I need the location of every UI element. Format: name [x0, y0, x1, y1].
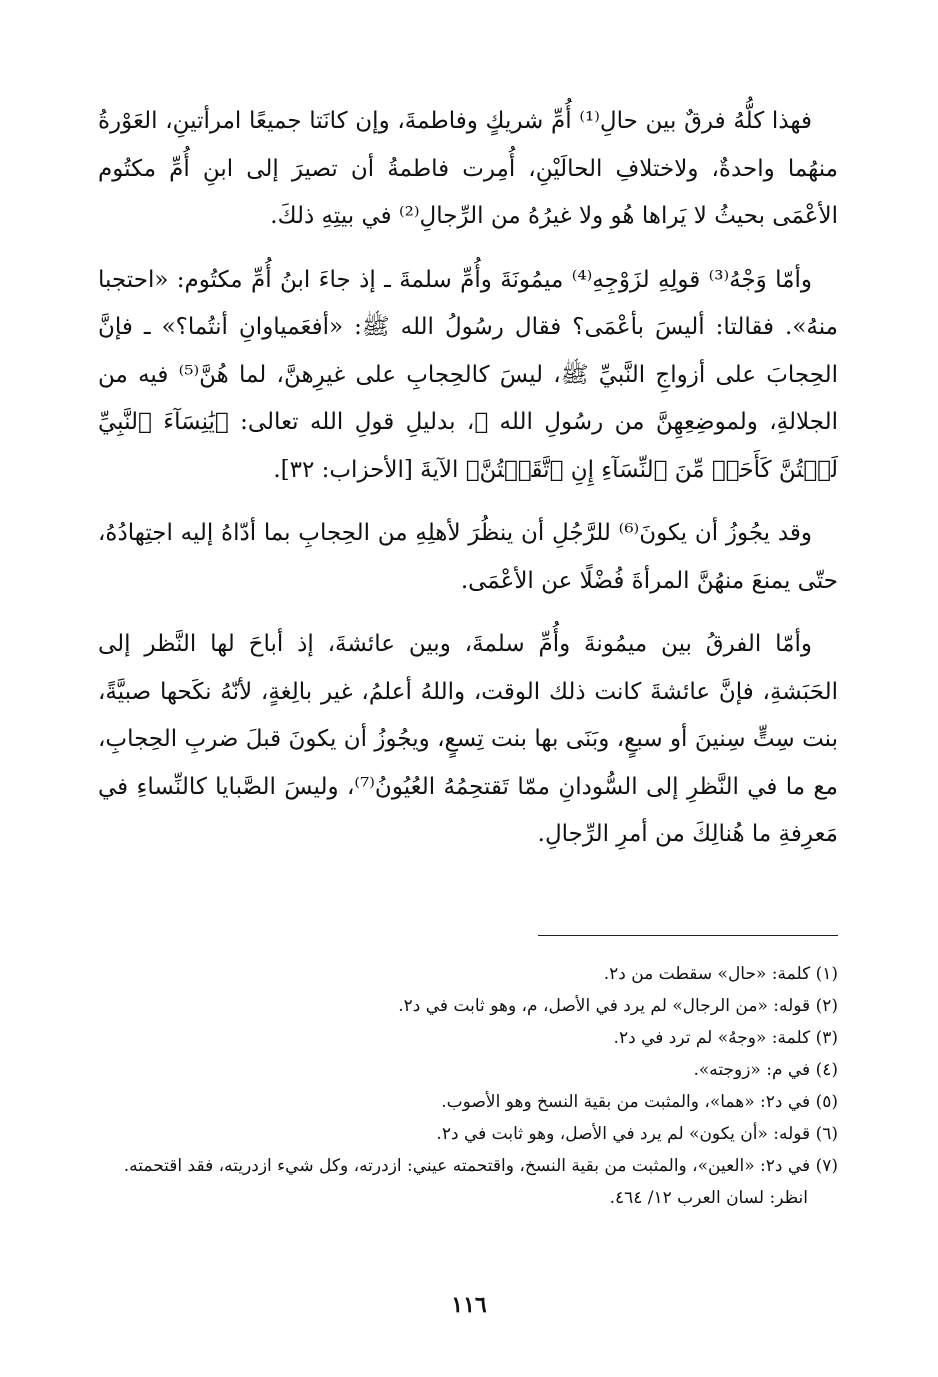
footnote-separator — [538, 935, 838, 936]
footnote-2: (٢) قوله: «من الرجال» لم يرد في الأصل، م، وهو ثابت في د٢. — [398, 996, 838, 1016]
footnote-5: (٥) في د٢: «هما»، والمثبت من بقية النسخ وهو الأصوب. — [441, 1092, 838, 1112]
footnote-3: (٣) كلمة: «وجهُ» لم ترد في د٢. — [613, 1028, 838, 1048]
footnote-4: (٤) في م: «زوجته». — [693, 1060, 838, 1080]
paragraph-4: وأمّا الفرقُ بين ميمُونةَ وأُمِّ سلمةَ، وبين عائشةَ، إذ أباحَ لها النَّظر إلى الحَبَشةِ، فإنَّ عائشةَ كانت ذلك الوقت، واللهُ أعلمُ، غير بالِغةٍ، لأنّهُ نكَحها صبيَّةً، بنت سِتٍّ سِنينَ أو سبعٍ، وبَنَى بها بنت تِسعٍ، ويجُوزُ أن يكونَ قبلَ ضربِ الحِجابِ، مع ما في النَّظرِ إلى السُّودانِ ممّا تَقتحِمُهُ العُيُونُ⁽⁷⁾، وليسَ الصَّبايا كالنِّساءِ في مَعرِفةِ ما هُنالِكَ من أمرِ الرِّجالِ. — [98, 631, 838, 847]
paragraph-3: وقد يجُوزُ أن يكونَ⁽⁶⁾ للرَّجُلِ أن ينظُرَ لأهلِهِ من الحِجابِ بما أدّاهُ إليه اجتِهادُهُ، حتّى يمنعَ منهُنَّ المرأةَ فُضْلًا عن الأعْمَى. — [98, 520, 838, 594]
paragraph-2: وأمّا وَجْهُ⁽³⁾ قولِهِ لزَوْجِهِ⁽⁴⁾ ميمُونَةَ وأُمِّ سلمةَ ـ إذ جاءَ ابنُ أُمِّ مكتُوم: «احتجبا منهُ». فقالتا: أليسَ بأعْمَى؟ فقال رسُولُ الله ﷺ: «أفعَمياوانِ أنتُما؟» ـ فإنَّ الحِجابَ على أزواجِ النَّبيِّ ﷺ، ليسَ كالحِجابِ على غيرِهنَّ، لما هُنَّ⁽⁵⁾ فيه من الجلالةِ، ولموضِعِهِنَّ من رسُولِ الله ﷺ، بدليلِ قولِ الله تعالى: ﴿يَٰنِسَآءَ ٱلنَّبِيِّ لَسۡتُنَّ كَأَحَدٖ مِّنَ ٱلنِّسَآءِ إِنِ ٱتَّقَيۡتُنَّ﴾ الآيةَ [الأحزاب: ٣٢]. — [98, 266, 838, 483]
page-number: ١١٦ — [451, 1292, 487, 1318]
footnotes — [98, 958, 838, 1214]
main-text — [98, 98, 838, 875]
footnote-7: (٧) في د٢: «العين»، والمثبت من بقية النسخ، واقتحمته عيني: ازدرته، وكل شيء ازدريته، فقد اقتحمته. انظر: لسان العرب ١٢/ ٤٦٤. — [123, 1156, 838, 1208]
paragraph-1: فهذا كلُّهُ فرقٌ بين حالِ⁽¹⁾ أُمِّ شريكٍ وفاطمةَ، وإن كانَتا جميعًا امرأتينِ، العَوْرةُ منهُما واحدةٌ، ولاختلافِ الحالَيْنِ، أُمِرت فاطمةُ أن تصيرَ إلى ابنِ أُمِّ مكتُوم الأعْمَى بحيثُ لا يَراها هُو ولا غيرُهُ من الرِّجالِ⁽²⁾ في بيتِهِ ذلكَ. — [98, 108, 838, 229]
footnote-6: (٦) قوله: «أن يكون» لم يرد في الأصل، وهو ثابت في د٢. — [436, 1124, 838, 1144]
footnote-1: (١) كلمة: «حال» سقطت من د٢. — [603, 964, 838, 984]
